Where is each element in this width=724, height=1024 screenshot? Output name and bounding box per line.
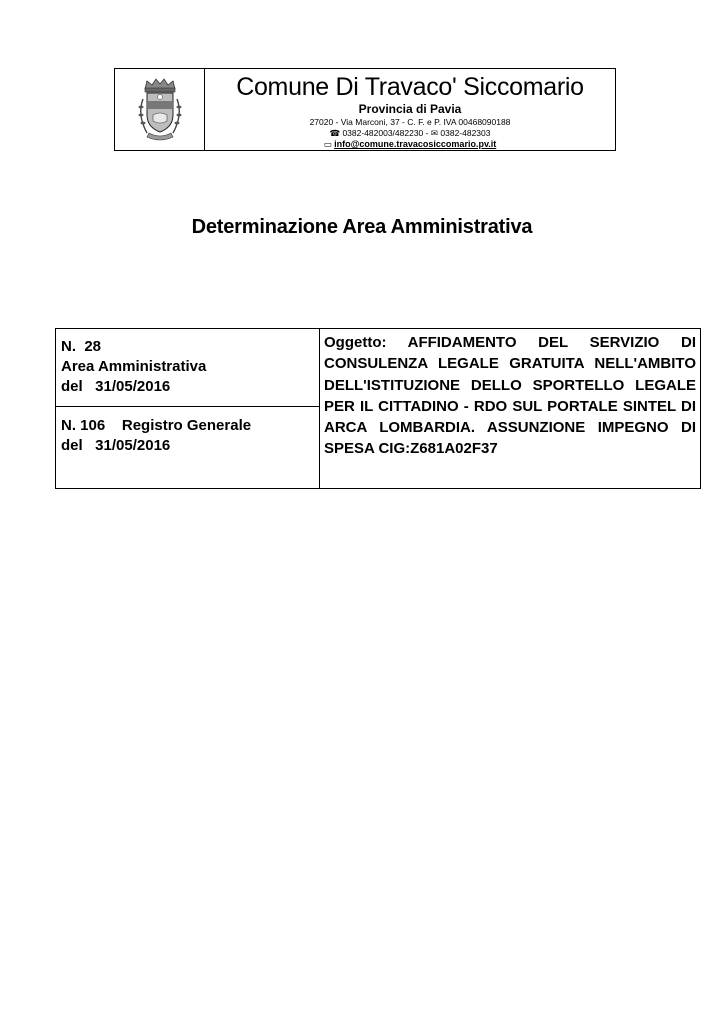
email-line [205,139,615,150]
telephone-icon: ☎ [329,128,341,138]
area-name: Area Amministrativa [61,358,207,375]
general-date: del 31/05/2016 [61,437,171,454]
email-link[interactable]: info@comune.travacosiccomario.pv.it [334,139,497,149]
phone-number: 0382-482003/482230 [342,128,424,138]
area-registry-cell [56,329,319,407]
registry-column [56,329,320,488]
general-registry-cell [56,407,319,488]
determination-table [55,328,701,489]
municipal-crest-icon [129,75,191,145]
subject-cell [320,329,700,488]
computer-icon: ▭ [323,139,332,149]
fax-icon: ✉ [430,128,439,138]
subject-text: Oggetto: AFFIDAMENTO DEL SERVIZIO DI CONSULENZA LEGALE GRATUITA NELL'AMBITO DELL'ISTITUZIONE DELLO SPORTELLO LEGALE PER IL CITTADINO - RDO SUL PORTALE SINTEL DI ARCA LOMBARDIA. ASSUNZIONE IMPEGNO DI SPESA CIG:Z681A02F37 [324,334,696,458]
town-name: Comune Di Travaco' Siccomario [236,73,584,101]
letterhead [114,68,616,151]
address-line: 27020 - Via Marconi, 37 - C. F. e P. IVA 00468090188 [309,117,511,127]
area-date: del 31/05/2016 [61,378,171,395]
province-name: Provincia di Pavia [358,102,462,116]
crest-cell [115,69,205,150]
fax-number: 0382-482303 [440,128,491,138]
area-number: N. 28 [61,338,102,355]
contact-line [205,128,615,139]
letterhead-info [205,69,615,150]
document-title: Determinazione Area Amministrativa [191,216,533,238]
general-number: N. 106 Registro Generale [61,417,252,434]
separator: - [425,128,429,138]
